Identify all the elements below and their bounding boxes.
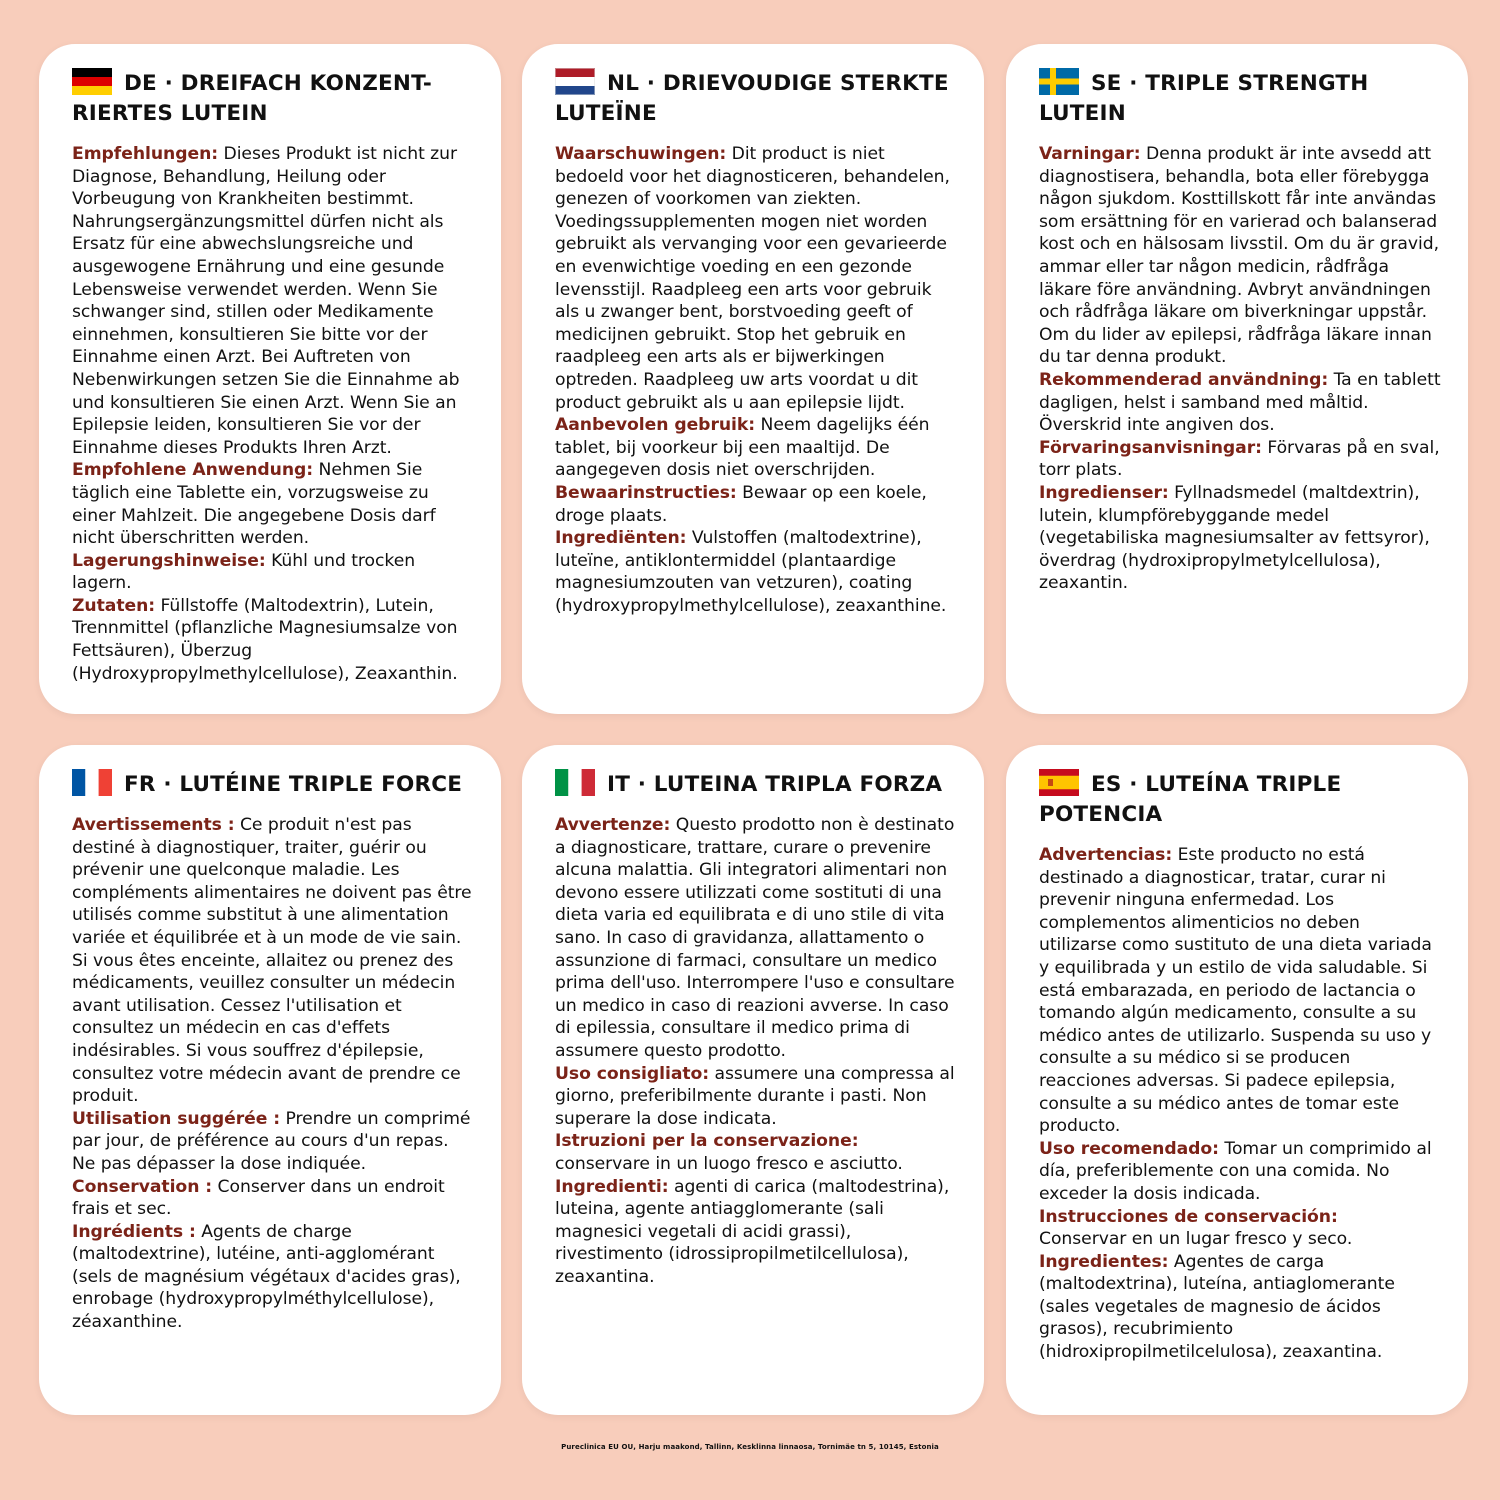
section-label: Aanbevolen gebruik: — [555, 415, 756, 436]
card-body — [1039, 844, 1442, 1364]
card-body — [1039, 143, 1442, 595]
italy-flag-icon — [555, 769, 595, 796]
section-text: Ce produit n'est pas destiné à diagnostiquer, traiter, guérir ou prévenir une quelconque maladie. Les compléments alimentaires ne doivent pas être utilisés comme substitut à une alimentation variée et équilibrée et à un mode de vie sain. Si vous êtes enceinte, allaitez ou prenez des médicaments, veuillez consulter un médecin avant utilisation. Cessez l'utilisation et consultez un médecin en cas d'effets indésirables. Si vous souffrez d'épilepsie, consultez votre médecin avant de prendre ce produit. — [72, 815, 472, 1107]
card-title: NL · DRIEVOUDIGE STERKTE LUTEÏNE — [555, 68, 958, 129]
netherlands-flag-icon — [555, 68, 595, 95]
section-text: Füllstoffe (Maltodextrin), Lutein, Trennmittel (pflanzliche Magnesiumsalze von Fettsäuren), Überzug (Hydroxypropylmethylcellulose), Zeaxanthin. — [72, 595, 458, 684]
section-label: Advertencias: — [1039, 845, 1173, 865]
section-label: Uso recomendado: — [1039, 1138, 1219, 1159]
section-label: Waarschuwingen: — [555, 144, 727, 164]
card-se — [1006, 44, 1468, 714]
section-text: Ta en tablett dagligen, helst i samband med måltid. Överskrid inte angiven dos. — [1039, 369, 1441, 436]
section-label: Rekommenderad användning: — [1039, 369, 1329, 390]
card-title: ES · LUTEÍNA TRIPLE POTENCIA — [1039, 769, 1442, 830]
section-text: Prendre un comprimé par jour, de préférence au cours d'un repas. Ne pas dépasser la dose indiquée. — [72, 1108, 471, 1174]
section-label: Lagerungshinweise: — [72, 550, 266, 571]
section-text: Kühl und trocken lagern. — [72, 550, 416, 594]
section-label: Ingredientes: — [1039, 1251, 1169, 1272]
section-text: Dit product is niet bedoeld voor het diagnosticeren, behandelen, genezen of voorkomen van ziekten. Voedingssupplementen mogen niet worden gebruikt als vervanging voor een gevarieerde en evenwichtige voeding en een gezonde levensstijl. Raadpleeg een arts voor gebruik als u zwanger bent, borstvoeding geeft of medicijnen gebruikt. Stop het gebruik en raadpleeg een arts als er bijwerkingen optreden. Raadpleeg uw arts voordat u dit product gebruikt als u aan epilepsie lijdt. — [555, 144, 950, 413]
section-text: Agentes de carga (maltodextrina), luteína, antiaglomerante (sales vegetales de magnesio de ácidos grasos), recubrimiento (hidroxipropilmetilcelulosa), zeaxantina. — [1039, 1251, 1395, 1363]
section-text: Nehmen Sie täglich eine Tablette ein, vorzugsweise zu einer Mahlzeit. Die angegebene Dosis darf nicht überschritten werden. — [72, 460, 436, 549]
section-label: Empfehlungen: — [72, 144, 219, 164]
section-text: Bewaar op een koele, droge plaats. — [555, 482, 927, 526]
spain-flag-icon — [1039, 769, 1079, 796]
card-de — [39, 44, 501, 714]
section-text: Fyllnadsmedel (maltdextrin), lutein, klumpförebyggande medel (vegetabiliska magnesiumsalter av fettsyror), överdrag (hydroxipropylmetylcellulosa), zeaxantin. — [1039, 482, 1430, 594]
section-label: Ingrédients : — [72, 1221, 196, 1242]
section-label: Avertissements : — [72, 815, 235, 835]
section-label: Utilisation suggérée : — [72, 1108, 281, 1129]
section-label: Zutaten: — [72, 595, 156, 616]
card-fr — [39, 745, 501, 1415]
section-text: Conservar en un lugar fresco y seco. — [1039, 1229, 1353, 1250]
card-title: DE · DREIFACH KONZENT-RIERTES LUTEIN — [72, 68, 475, 129]
section-text: Conserver dans un endroit frais et sec. — [72, 1176, 445, 1220]
section-text: Este producto no está destinado a diagnosticar, tratar, curar ni prevenir ninguna enfermedad. Los complementos alimenticios no deben utilizarse como sustituto de una dieta variada y equilibrada y un estilo de vida saludable. Si está embarazada, en periodo de lactancia o tomando algún medicamento, consulte a su médico antes de utilizarlo. Suspenda su uso y consulte a su médico si se producen reacciones adversas. Si padece epilepsia, consulte a su médico antes de tomar este producto. — [1039, 845, 1432, 1137]
card-body — [72, 814, 475, 1334]
section-label: Uso consigliato: — [555, 1063, 710, 1084]
section-text: agenti di carica (maltodestrina), luteina, agente antiagglomerante (sali magnesici vegetali di acidi grassi), rivestimento (idrossipropilmetilcellulosa), zeaxantina. — [555, 1176, 950, 1287]
card-body — [72, 143, 475, 685]
france-flag-icon — [72, 769, 112, 796]
section-text: Tomar un comprimido al día, preferiblemente con una comida. No exceder la dosis indicada. — [1039, 1138, 1432, 1204]
company-address-footer: Pureclinica EU OU, Harju maakond, Tallinn, Kesklinna linnaosa, Tornimäe tn 5, 10145, Estonia — [561, 1443, 939, 1451]
section-text: Questo prodotto non è destinato a diagnosticare, trattare, curare o prevenire alcuna malattia. Gli integratori alimentari non devono essere utilizzati come sostituti di una dieta varia ed equilibrata e di uno stile di vita sano. In caso di gravidanza, allattamento o assunzione di farmaci, consultare un medico prima dell'uso. Interrompere l'uso e consultare un medico in caso di reazioni avverse. In caso di epilessia, consultare il medico prima di assumere questo prodotto. — [555, 815, 955, 1061]
card-nl — [522, 44, 984, 714]
card-body — [555, 814, 958, 1288]
section-text: Vulstoffen (maltodextrine), luteïne, antiklontermiddel (plantaardige magnesiumzouten van vetzuren), coating (hydroxypropylmethylcellulose), zeaxanthine. — [555, 528, 947, 616]
section-text: Förvaras på en sval, torr plats. — [1039, 437, 1440, 481]
section-label: Avvertenze: — [555, 815, 671, 835]
section-text: conservare in un luogo fresco e asciutto. — [555, 1153, 903, 1174]
section-label: Ingredienti: — [555, 1176, 669, 1197]
section-label: Ingrediënten: — [555, 528, 687, 549]
sweden-flag-icon — [1039, 68, 1079, 95]
section-label: Istruzioni per la conservazione: — [555, 1131, 859, 1152]
section-label: Conservation : — [72, 1176, 213, 1197]
section-label: Empfohlene Anwendung: — [72, 460, 314, 481]
card-body — [555, 143, 958, 617]
card-it — [522, 745, 984, 1415]
card-title: IT · LUTEINA TRIPLA FORZA — [555, 769, 958, 800]
section-text: Dieses Produkt ist nicht zur Diagnose, Behandlung, Heilung oder Vorbeugung von Krankheiten bestimmt. Nahrungsergänzungsmittel dürfen nicht als Ersatz für eine abwechslungsreiche und ausgewogene Ernährung und eine gesunde Lebensweise verwendet werden. Wenn Sie schwanger sind, stillen oder Medikamente einnehmen, konsultieren Sie bitte vor der Einnahme einen Arzt. Bei Auftreten von Nebenwirkungen setzen Sie die Einnahme ab und konsultieren Sie einen Arzt. Wenn Sie an Epilepsie leiden, konsultieren Sie vor der Einnahme dieses Produkts Ihren Arzt. — [72, 144, 460, 458]
card-title: SE · TRIPLE STRENGTH LUTEIN — [1039, 68, 1442, 129]
section-text: Neem dagelijks één tablet, bij voorkeur bij een maaltijd. De aangegeven dosis niet overschrijden. — [555, 415, 930, 481]
section-text: Denna produkt är inte avsedd att diagnostisera, behandla, bota eller förebygga någon sjukdom. Kosttillskott får inte användas som ersättning för en varierad och balanserad kost och en hälsosam livsstil. Om du är gravid, ammar eller tar någon medicin, rådfråga läkare före användning. Avbryt användningen och rådfråga läkare om biverkningar uppstår. Om du lider av epilepsi, rådfråga läkare innan du tar denna produkt. — [1039, 144, 1440, 368]
section-text: assumere una compressa al giorno, preferibilmente durante i pasti. Non superare la dose indicata. — [555, 1063, 955, 1129]
card-title: FR · LUTÉINE TRIPLE FORCE — [72, 769, 475, 800]
section-text: Agents de charge (maltodextrine), lutéine, anti-agglomérant (sels de magnésium végétaux d'acides gras), enrobage (hydroxypropylméthylcellulose), zéaxanthine. — [72, 1221, 461, 1333]
germany-flag-icon — [72, 68, 112, 95]
card-es — [1006, 745, 1468, 1415]
section-label: Varningar: — [1039, 144, 1141, 164]
section-label: Ingredienser: — [1039, 482, 1169, 503]
section-label: Förvaringsanvisningar: — [1039, 437, 1262, 458]
section-label: Bewaarinstructies: — [555, 482, 737, 503]
section-label: Instrucciones de conservación: — [1039, 1206, 1338, 1227]
